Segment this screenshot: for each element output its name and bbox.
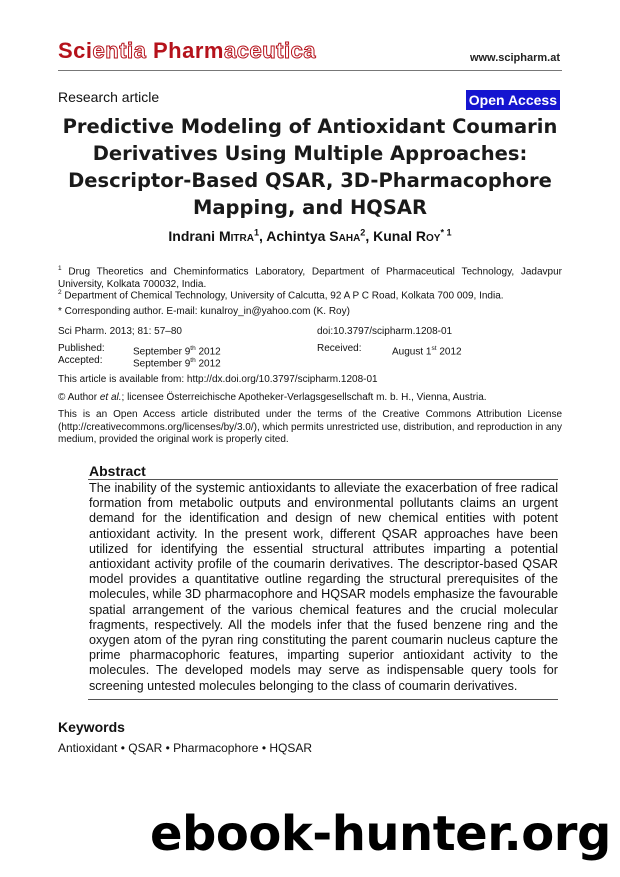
- affiliation-1: $^1$ Drug Theoretics and Cheminformatics Laboratory, Department of Pharmaceutical Technology, Jadavpur University, Kolkata 700032, India.: [58, 265, 563, 290]
- journal-name-part-3: Pharm: [153, 38, 224, 63]
- keywords-list: Antioxidant • QSAR • Pharmacophore • HQSAR: [58, 741, 313, 755]
- abstract-text: The inability of the systemic antioxidants to alleviate the exacerbation of free radical formation from metabolic outputs and environmental pollutants claims an urgent demand for the identification and design of new chemical entities with potent antioxidant activity. In the present work, different QSAR approaches have been utilized for identifying the essential structural attributes imparting a potential antioxidant activity profile of the coumarin derivatives. The descriptor-based QSAR model provides a quantitative outline regarding the structural prerequisites of the molecules, while 3D pharmacophore and HQSAR models emphasize the favourable spatial arrangement of the various chemical features and the crucial molecular fragments, respectively. All the models infer that the fused benzene ring and the oxygen atom of the pyran ring constituting the parent coumarin nucleus capture the prime pharmacophoric features, imparting superior antioxidant activity to the molecules. The developed models may serve as indispensable query tools for screening untested molecules belonging to the class of coumarin derivatives.: [89, 481, 558, 693]
- article-type: Research article: [58, 89, 160, 105]
- doi[interactable]: doi:10.3797/scipharm.1208-01: [317, 326, 453, 337]
- published-label: Published:: [58, 343, 105, 354]
- abstract-heading: Abstract: [89, 463, 146, 479]
- availability-note: This article is available from: http://dx.doi.org/10.3797/scipharm.1208-01: [58, 374, 378, 385]
- keywords-heading: Keywords: [58, 719, 125, 735]
- citation: Sci Pharm. 2013; 81: 57–80: [58, 326, 182, 337]
- author-2: Achintya Saha$^2$,: [266, 227, 374, 244]
- license-note: This is an Open Access article distributed under the terms of the Creative Commons Attribution License (http://creativecommons.org/licenses/by/3.0/), which permits unrestricted use, distribution, and reproduction in any medium, provided the original work is properly cited.: [58, 409, 562, 445]
- journal-website[interactable]: www.scipharm.at: [469, 52, 560, 64]
- article-title: Predictive Modeling of Antioxidant Coumarin Derivatives Using Multiple Approaches: Descriptor-Based QSAR, 3D-Pharmacophore Mapping, and HQSAR: [62, 115, 558, 219]
- open-access-badge: Open Access: [466, 90, 560, 110]
- header-divider: [58, 70, 562, 71]
- abstract-top-rule: [88, 479, 558, 480]
- accepted-date: September 9th 2012: [133, 357, 221, 370]
- published-date: September 9th 2012: [133, 345, 221, 358]
- author-1: Indrani Mitra$^1$,: [168, 227, 267, 244]
- copyright-note: © Author et al.; licensee Österreichische Apotheker-Verlagsgesellschaft m. b. H., Vienna, Austria.: [58, 392, 487, 403]
- accepted-label: Accepted:: [58, 355, 103, 366]
- abstract-bottom-rule: [88, 699, 558, 700]
- author-3: Kunal Roy$^{* 1}$: [373, 227, 452, 244]
- journal-logo: [58, 38, 316, 64]
- watermark: ebook-hunter.org: [150, 806, 611, 862]
- journal-name-part-1: Sci: [58, 38, 93, 63]
- received-label: Received:: [317, 343, 362, 354]
- journal-name-part-4: aceutica: [223, 38, 317, 63]
- journal-name-part-2: entia: [92, 38, 153, 63]
- corresponding-author: * Corresponding author. E-mail: kunalroy_in@yahoo.com (K. Roy): [58, 306, 350, 317]
- received-date: August 1st 2012: [392, 345, 462, 358]
- author-list: [58, 227, 562, 244]
- affiliation-2: $^2$ Department of Chemical Technology, University of Calcutta, 92 A P C Road, Kolkata 700 009, India.: [58, 289, 504, 302]
